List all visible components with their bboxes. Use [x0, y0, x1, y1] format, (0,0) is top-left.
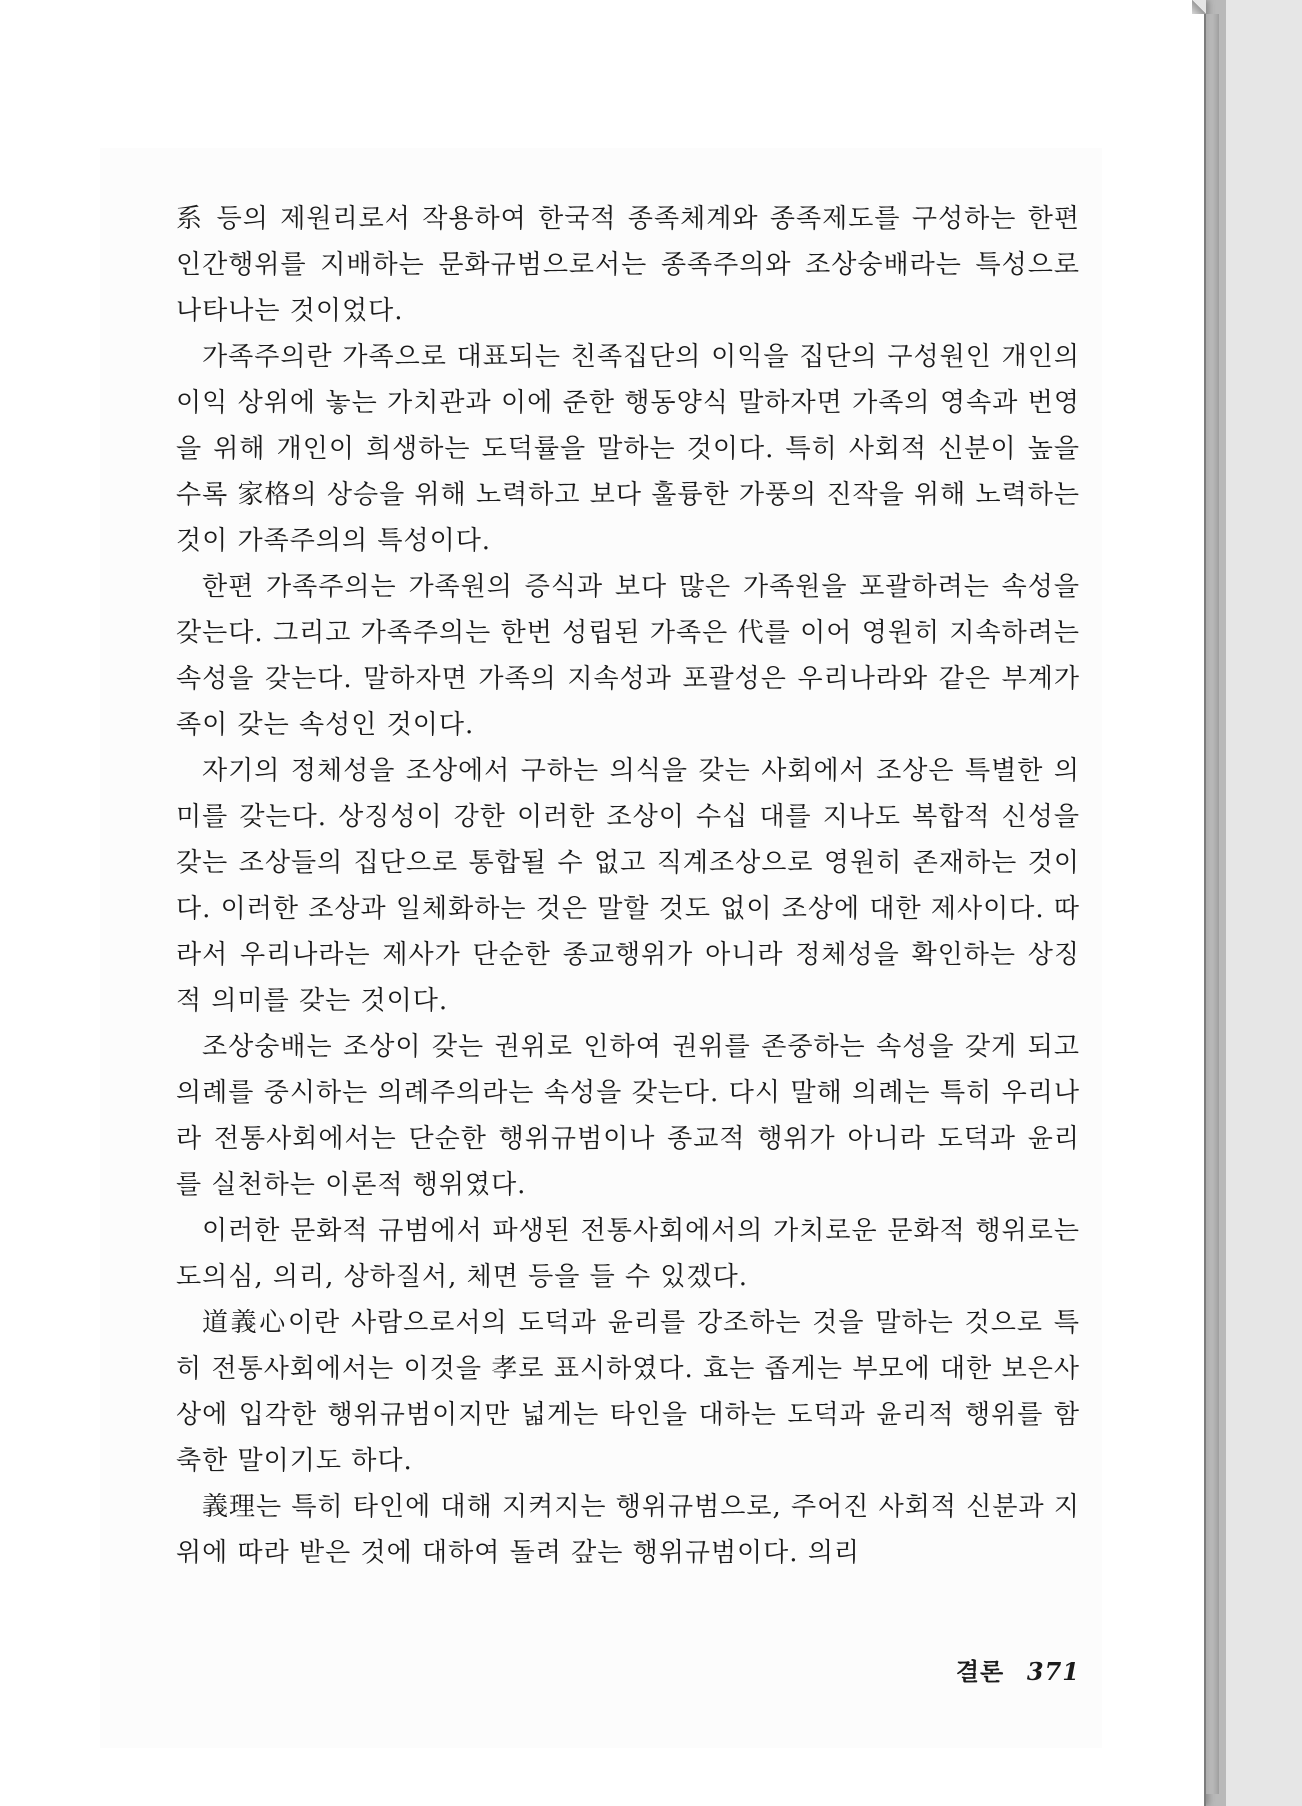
- page-footer: [900, 1652, 1080, 1687]
- running-footer-title: 결론: [955, 1657, 1005, 1686]
- paragraph-1: 系 등의 제원리로서 작용하여 한국적 종족체계와 종족제도를 구성하는 한편 인간행위를 지배하는 문화규범으로서는 종족주의와 조상숭배라는 특성으로 나타나는 것이었다.: [176, 204, 1080, 326]
- paragraph-5: 조상숭배는 조상이 갖는 권위로 인하여 권위를 존중하는 속성을 갖게 되고 의례를 중시하는 의례주의라는 속성을 갖는다. 다시 말해 의례는 특히 우리나라 전통사회에서는 단순한 행위규범이나 종교적 행위가 아니라 도덕과 윤리를 실천하는 이론적 행위였다.: [176, 1032, 1080, 1200]
- paragraph-7: 道義心이란 사람으로서의 도덕과 윤리를 강조하는 것을 말하는 것으로 특히 전통사회에서는 이것을 孝로 표시하였다. 효는 좁게는 부모에 대한 보은사상에 입각한 행위규범이지만 넓게는 타인을 대하는 도덕과 윤리적 행위를 함축한 말이기도 하다.: [176, 1308, 1080, 1476]
- body-text: [176, 196, 1080, 1576]
- paragraph-2: 가족주의란 가족으로 대표되는 친족집단의 이익을 집단의 구성원인 개인의 이익 상위에 놓는 가치관과 이에 준한 행동양식 말하자면 가족의 영속과 번영을 위해 개인이 희생하는 도덕률을 말하는 것이다. 특히 사회적 신분이 높을수록 家格의 상승을 위해 노력하고 보다 훌륭한 가풍의 진작을 위해 노력하는 것이 가족주의의 특성이다.: [176, 342, 1081, 556]
- paragraph-8: 義理는 특히 타인에 대해 지켜지는 행위규범으로, 주어진 사회적 신분과 지위에 따라 받은 것에 대하여 돌려 갚는 행위규범이다. 의리: [176, 1492, 1080, 1568]
- paragraph-4: 자기의 정체성을 조상에서 구하는 의식을 갖는 사회에서 조상은 특별한 의미를 갖는다. 상징성이 강한 이러한 조상이 수십 대를 지나도 복합적 신성을 갖는 조상들의 집단으로 통합될 수 없고 직계조상으로 영원히 존재하는 것이다. 이러한 조상과 일체화하는 것은 말할 것도 없이 조상에 대한 제사이다. 따라서 우리나라는 제사가 단순한 종교행위가 아니라 정체성을 확인하는 상징적 의미를 갖는 것이다.: [176, 756, 1080, 1016]
- paragraph-6: 이러한 문화적 규범에서 파생된 전통사회에서의 가치로운 문화적 행위로는 도의심, 의리, 상하질서, 체면 등을 들 수 있겠다.: [176, 1216, 1080, 1292]
- paragraph-3: 한편 가족주의는 가족원의 증식과 보다 많은 가족원을 포괄하려는 속성을 갖는다. 그리고 가족주의는 한번 성립된 가족은 代를 이어 영원히 지속하려는 속성을 갖는다. 말하자면 가족의 지속성과 포괄성은 우리나라와 같은 부계가족이 갖는 속성인 것이다.: [176, 572, 1080, 740]
- page-number: 371: [1026, 1657, 1080, 1686]
